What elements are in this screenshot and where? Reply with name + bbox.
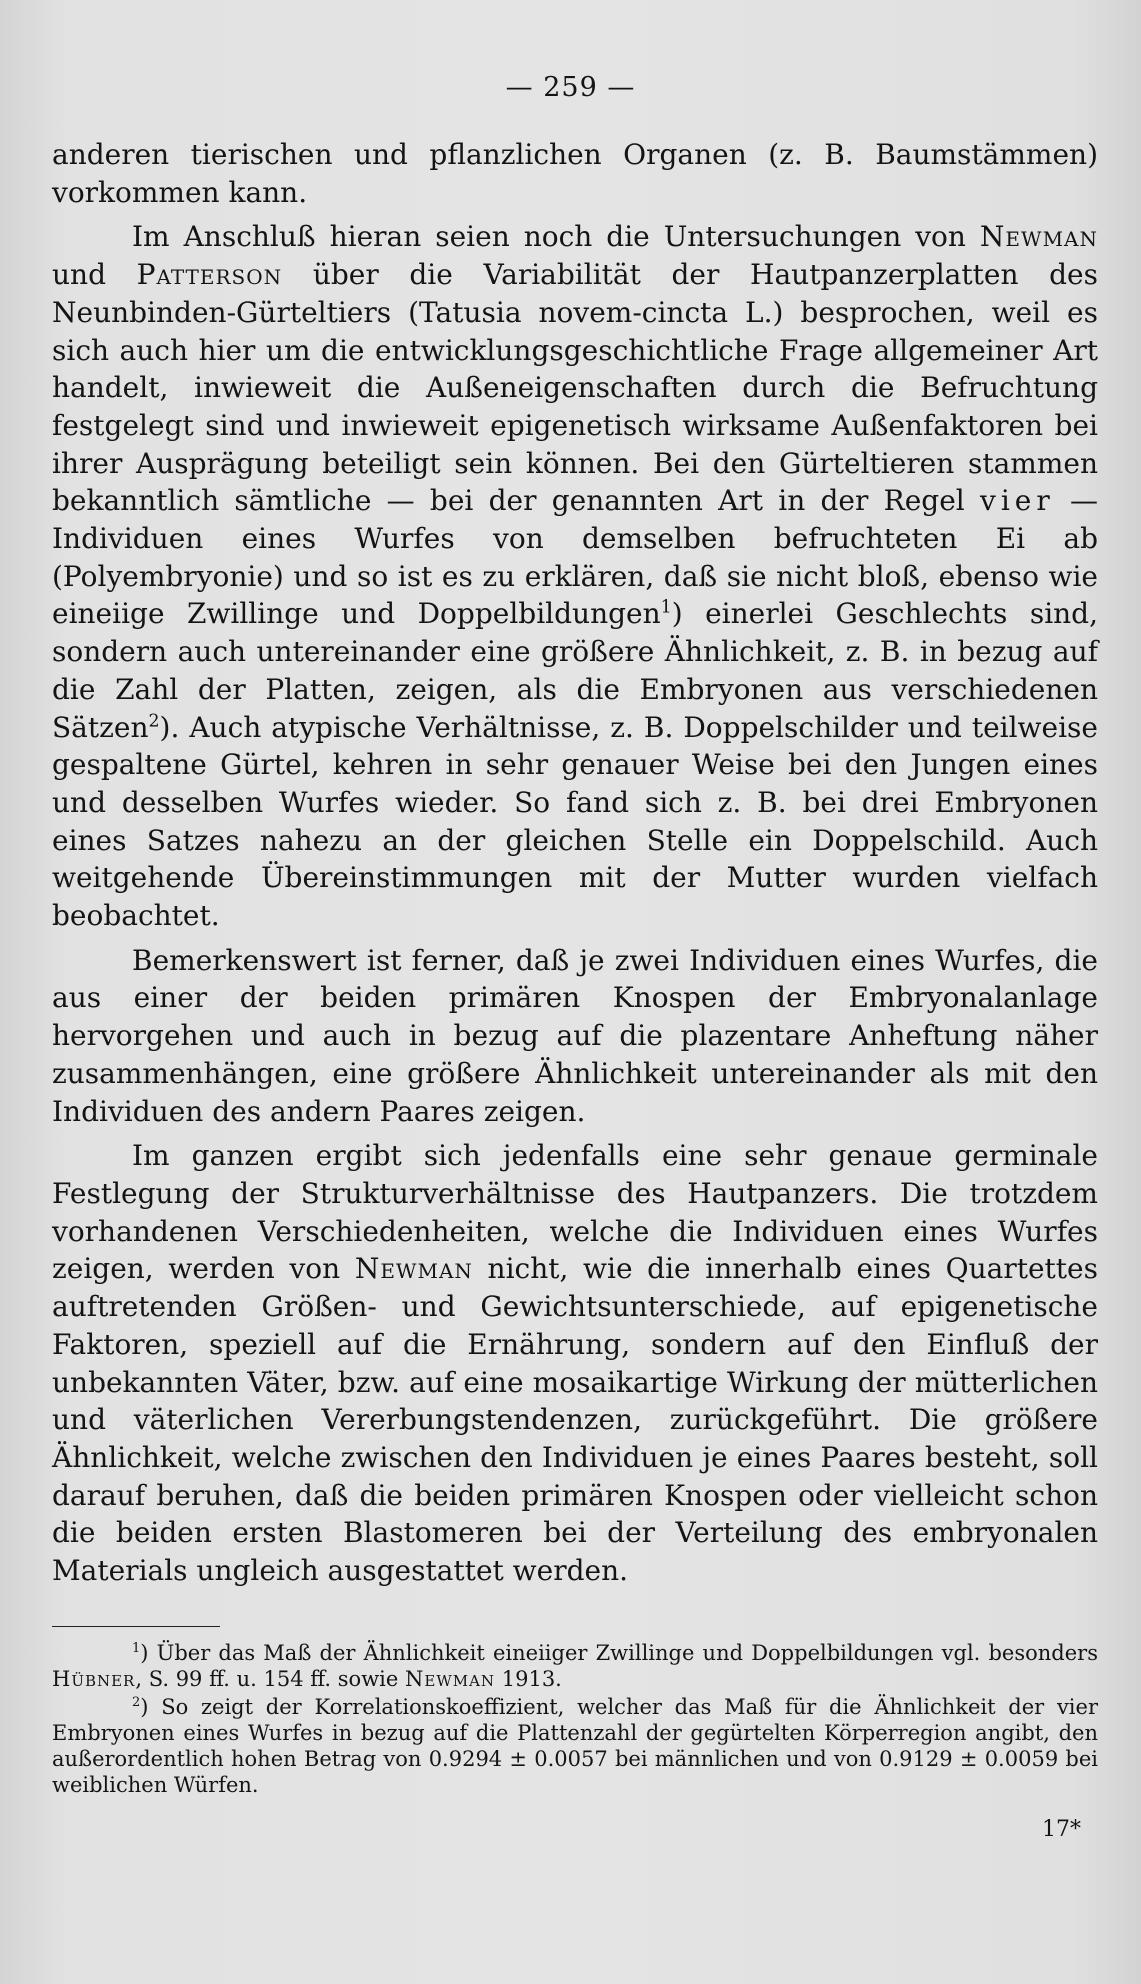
paragraph-im-ganzen xyxy=(52,1137,1098,1589)
author-name-newman: Newman xyxy=(354,1252,473,1286)
text-run: Im ganzen ergibt sich jedenfalls eine sehr genaue germinale Festlegung der Strukturverhältnisse des Hautpanzers. Die trotzdem vorhandenen Verschiedenheiten, welche die Individuen eines Wurfes zeigen, werden von xyxy=(52,1139,1098,1286)
footnote-1 xyxy=(52,1640,1098,1692)
text-run: Im Anschluß hieran seien noch die Untersuchungen von xyxy=(132,220,980,254)
text-run: — Individuen eines Wurfes von demselben befruchteten Ei ab (Polyembryonie) und so ist es zu erklären, daß sie nicht bloß, ebenso wie eineiige Zwillinge und Doppelbildungen xyxy=(52,484,1098,631)
footnote-ref-1: 1 xyxy=(660,598,672,619)
footnote-marker: 1 xyxy=(132,1641,141,1656)
text-run: , S. 99 ff. u. 154 ff. sowie xyxy=(135,1667,405,1691)
footnote-marker: 2 xyxy=(132,1695,141,1710)
footnote-ref-2: 2 xyxy=(148,711,160,732)
paragraph-continued: anderen tierischen und pflanzlichen Organen (z. B. Baumstämmen) vorkommen kann. xyxy=(52,138,1098,209)
author-name-patterson: Patterson xyxy=(136,258,283,292)
paragraph-bemerkenswert: Bemerkenswert ist ferner, daß je zwei Individuen eines Wurfes, die aus einer der beiden primären Knospen der Embryonalanlage hervorgehen und auch in bezug auf die plazentare Anheftung näher zusammenhängen, eine größere Ähnlichkeit untereinander als mit den Individuen des andern Paares zeigen. xyxy=(52,943,1098,1128)
main-text xyxy=(52,136,1098,1597)
page-number: — 259 — xyxy=(505,72,636,103)
text-run: ) So zeigt der Korrelationskoeffizient, welcher das Maß für die Ähnlichkeit der vier Embryonen eines Wurfes in bezug auf die Plattenzahl der gegürtelten Körperregion angibt, den außerordentlich hohen Betrag von 0.9294 ± 0.0057 bei männlichen und von 0.9129 ± 0.0059 bei weiblichen Würfen. xyxy=(52,1695,1098,1797)
text-run: ) Über das Maß der Ähnlichkeit eineiiger Zwillinge und Doppelbildungen vgl. besonders xyxy=(140,1641,1098,1665)
text-run: ). Auch atypische Verhältnisse, z. B. Doppelschilder und teilweise gespaltene Gürtel, kehren in sehr genauer Weise bei den Jungen eines und desselben Wurfes wieder. So fand sich z. B. bei drei Embryonen eines Satzes nahezu an der gleichen Stelle ein Doppelschild. Auch weitgehende Übereinstimmungen mit der Mutter wurden vielfach beobachtet. xyxy=(52,710,1098,933)
footnote-rule xyxy=(52,1626,220,1627)
text-run: über die Variabilität der Hautpanzerplatten des Neunbinden-Gürteltiers (Tatusia novem-cincta L.) besprochen, weil es sich auch hier um die entwicklungsgeschichtliche Frage allgemeiner Art handelt, inwieweit die Außeneigenschaften durch die Befruchtung festgelegt sind und inwieweit epigenetisch wirksame Außenfaktoren bei ihrer Ausprägung beteiligt sein können. Bei den Gürteltieren stammen bekanntlich sämtliche — bei der genannten Art in der Regel xyxy=(52,258,1098,518)
text-run: und xyxy=(52,258,137,292)
emphasis-vier: vier xyxy=(980,484,1055,518)
text-run: ) einerlei Geschlechts sind, sondern auch untereinander eine größere Ähnlichkeit, z. B. in bezug auf die Zahl der Platten, zeigen, als die Embryonen aus verschiedenen Sätzen xyxy=(52,597,1099,744)
author-name-huebner: Hübner xyxy=(52,1667,136,1691)
paragraph-newman-patterson xyxy=(52,218,1098,934)
text-run: nicht, wie die innerhalb eines Quartettes auftretenden Größen- und Gewichtsunterschiede, auf epigenetische Faktoren, speziell auf die Ernährung, sondern auf den Einfluß der unbekannten Väter, bzw. auf eine mosaikartige Wirkung der mütterlichen und väterlichen Vererbungstendenzen, zurückgeführt. Die größere Ähnlichkeit, welche zwischen den Individuen je eines Paares besteht, soll darauf beruhen, daß die beiden primären Knospen oder vielleicht schon die beiden ersten Blastomeren bei der Verteilung des embryonalen Materials ungleich ausgestattet werden. xyxy=(52,1252,1098,1588)
printer-signature: 17* xyxy=(1042,1817,1081,1842)
footnote-2 xyxy=(52,1694,1098,1798)
text-run: 1913. xyxy=(495,1667,562,1691)
author-name-newman: Newman xyxy=(979,220,1098,254)
footnotes xyxy=(52,1640,1098,1800)
author-name-newman: Newman xyxy=(405,1667,496,1691)
